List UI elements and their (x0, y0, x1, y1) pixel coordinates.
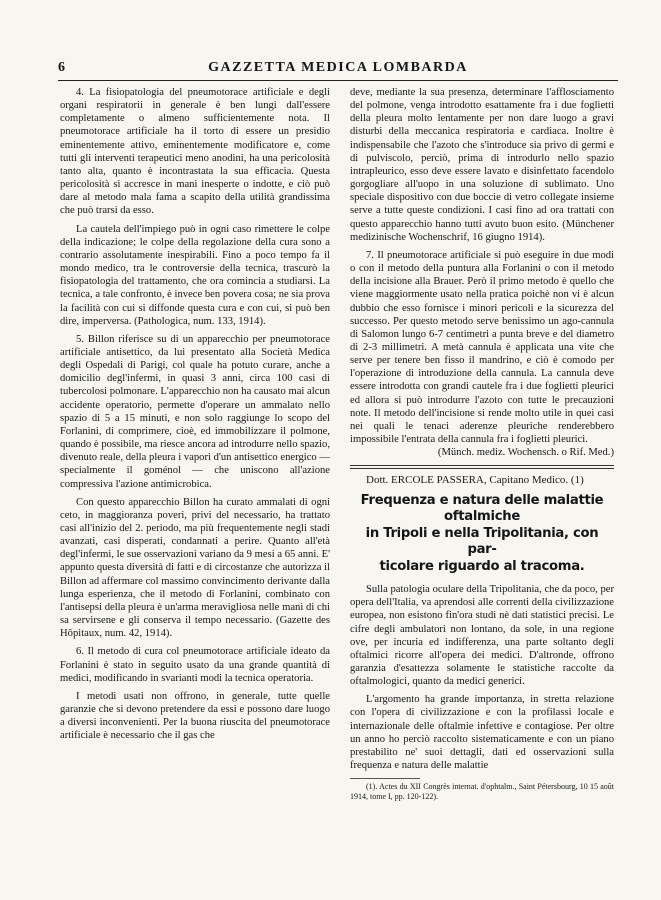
paragraph-billon: Con questo apparecchio Billon ha curato ammalati di ogni ceto, in maggioranza poveri, privi del necessario, ha trattato casi all'inizio del 2. periodo, ma più frequentemente negli stadi avanzati, casi disperati, condannati a perire. Quanto all'età degl'infermi, le sue osservazioni variano da 9 mesi a 65 anni. E' appunto questa diversità di fatti e di circostanze che autorizza il Billon ad affermare col massimo convincimento derivante dalla lunga esperienza, che il metodo di Forlanini, combinato con l'antisepsi della pleura è un'arma meravigliosa nelle mani di chi sa servirsene e gli conserva il tempo necessario. (Gazette des Hôpitaux, num. 42, 1914). (60, 496, 330, 640)
paragraph-7: 7. Il pneumotorace artificiale si può eseguire in due modi o con il metodo della puntura alla Forlanini o con il metodo della incisione alla Brauer. Però il primo metodo è quello che viene maggiormente usato nella pratica poichè non vi è alcun dubbio che esso fornisce i minori pericoli e la sicurezza del successo. Per questo metodo serve benissimo un ago-cannula di Salomon lungo 6-7 centimetri a punta breve e del diametro di 2-3 millimetri. A metà cannula è applicata una vite che serve per tenere ben fisso il mandrino, e ciò è comodo per l'operazione di introduzione della cannula. La cannula deve essere introdotta con grandi cautele fra i due foglietti pleurici ed allora si può introdurre l'azoto con tutte le precauzioni note. Il metodo dell'incisione si rende molto utile in quei casi nei quali le tenaci aderenze pleuriche renderebbero impossibile l'entrata della cannula fra i foglietti pleurici. (350, 249, 614, 446)
article-title-line: ticolare riguardo al tracoma. (379, 558, 585, 574)
page-header (58, 60, 618, 78)
article-title-line: Frequenza e natura delle malattie oftalmiche (360, 492, 604, 525)
header-rule (58, 80, 618, 81)
article-paragraph: Sulla patologia oculare della Tripolitania, che da poco, per opera dell'Italia, va aprendosi alle correnti della civilizzazione europea, non esistono fin'ora studi nè dati statistici precisi. Le cifre degli ambulatori non lontano, da sole, in una regione ove, per incuria ed indifferenza, una parte soltanto degli oftalmici ricorre all'opera dei medici. D'altronde, offrono garanzia d'esattezza solamente le statistiche raccolte da oftalmologici, quanto da medici generici. (350, 584, 614, 688)
paragraph-4: 4. La fisiopatologia del pneumotorace artificiale e degli organi respiratorii in generale è ben lungi dall'essere completamente o almeno sufficientemente nota. Il pneumotorace artificiale ha il torto di essere un presidio eminentemente attivo, eminentemente modificatore e, come tutti gli interventi terapeutici meno anodini, ha una pericolosità tanto alta, quanto è incontrastata la sua efficacia. Questa pericolosità si accresce in mani inesperte o indotte, e ciò può dare al metodo mala fama a scapito della utilità grandissima che può trarsi da esso. (60, 87, 330, 217)
right-column (350, 86, 614, 872)
paragraph-5: 5. Billon riferisce su di un apparecchio per pneumotorace artificiale antisettico, da lui presentato alla Società Medica degli Ospedali di Parigi, col quale ha potuto curare, anche a domicilio degl'infermi, in quasi 3 anni, circa 100 casi di tubercolosi polmonare. L'apparecchio non ha causato mai alcun accidente operatorio, permette d'operare un ammalato nello spazio di 5 a 15 minuti, e non solo raggiunge lo scopo del Forlanini, di comprimere, cioè, ed immobilizzare il polmone, quando è possibile, ma riesce ancora ad introdurre nello spazio, divenuto reale, della pleura i vapori d'un antisettico energico — specialmente il goménol — che uniscono all'azione compressiva l'azione antimicrobica. (60, 333, 330, 490)
author-line: Dott. ERCOLE PASSERA, Capitano Medico. (1) (366, 474, 584, 487)
paragraph-cautela: La cautela dell'impiego può in ogni caso rimettere le colpe della indicazione; le colpe della regolazione della cura sono a contrario assolutamente inespirabili. Fino a poco tempo fa il mondo medico, tra le controversie della tecnica, trascurò la fisiopatologia del trattamento, che ora comincia a studiarsi. La tecnica, a tale confronto, è invece ben povera cosa; ne sia prova la facilità con cui si diffonde questa cura e con cui, si può ben dire, imperversa. (Pathologica, num. 133, 1914). (60, 223, 330, 327)
footnote: (1). Actes du XII Congrès internat. d'ophtalm., Saint Pétersbourg, 10 15 août 1914, tome I, pp. 120-122). (350, 782, 614, 802)
article-title (350, 493, 614, 576)
left-column (60, 86, 330, 872)
section-divider (350, 465, 614, 469)
footnote-rule (350, 778, 420, 779)
paragraph-6: 6. Il metodo di cura col pneumotorace artificiale ideato da Forlanini è stato in seguito usato da una grande quantità di medici, modificando in svarianti modi la tecnica operatoria. (60, 646, 330, 684)
page-number: 6 (58, 60, 65, 75)
paragraph-continued: deve, mediante la sua presenza, determinare l'afflosciamento del polmone, venga introdotto esattamente fra i due foglietti della pleura molto lentamente per non dare luogo a gravi disturbi della meccanica respiratoria e cardiaca. Inoltre è indispensabile che l'azoto che s'introduce sia privo di germi e di pulviscolo, perciò, prima di introdurlo nello spazio intrapleurico, esso deve essere lavato e disinfettato facendolo gorgogliare all'uopo in una soluzione di sublimato. Uno speciale dispositivo con due boccie di vetro collegate insieme serve a tutte queste condizioni. I casi fino ad ora trattati con questo apparecchio hanno tutti avuto buon esito. (Münchener medizinische Wochenschrif, 16 giugno 1914). (350, 87, 614, 243)
journal-title: GAZZETTA MEDICA LOMBARDA (208, 60, 468, 75)
citation: (Münch. mediz. Wochensch. o Rif. Med.) (437, 447, 614, 459)
article-title-line: in Tripoli e nella Tripolitania, con par- (365, 525, 599, 558)
paragraph-metodi: I metodi usati non offrono, in generale, tutte quelle garanzie che si devono pretendere da essi e possono dare luogo a diversi inconvenienti. Per la buona riuscita del pneumotorace artificiale è necessario che il gas che (60, 690, 330, 742)
article-paragraph: L'argomento ha grande importanza, in stretta relazione con l'opera di civilizzazione e con la profilassi locale e internazionale delle oftalmie infettive e contagiose. Per oltre un anno ho perciò raccolto sistematicamente e con un piano prestabilito ne' suoi dettagli, dati ed osservazioni sulla frequenza e natura delle malattie (350, 694, 614, 772)
